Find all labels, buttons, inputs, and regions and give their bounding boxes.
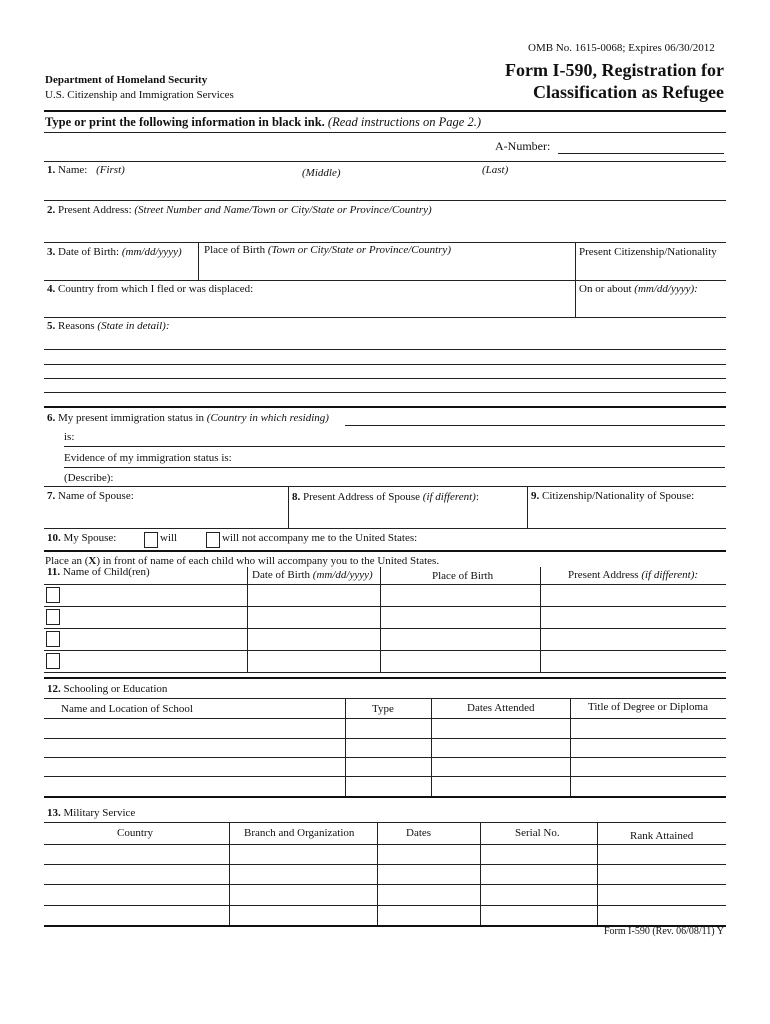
divider [44, 280, 726, 281]
q8-colon: : [475, 491, 479, 503]
q5-hint: (State in detail): [97, 320, 170, 332]
instructions-main: Type or print the following information in black ink. [45, 115, 325, 129]
agency-name: Department of Homeland Security [45, 74, 208, 86]
place-of-birth-text: Place of Birth [204, 244, 266, 256]
divider [44, 242, 726, 243]
child-accompany-checkbox[interactable] [46, 609, 60, 625]
q11-number: 11. [47, 566, 61, 578]
divider [480, 822, 481, 926]
spouse-will-checkbox[interactable] [144, 532, 158, 548]
spouse-name-field[interactable] [44, 506, 286, 526]
divider [44, 317, 726, 318]
divider [44, 132, 726, 133]
divider [345, 698, 346, 796]
children-instruction-pre: Place an ( [45, 555, 89, 567]
citizenship-field[interactable] [578, 260, 724, 278]
divider [377, 822, 378, 926]
instructions-note: (Read instructions on Page 2.) [327, 115, 482, 129]
q3-number: 3. [47, 246, 56, 258]
divider [570, 698, 571, 796]
divider [44, 776, 726, 777]
q1-first-hint: (First) [96, 164, 125, 176]
spouse-will-not-label: will not accompany me to the United States: [222, 532, 418, 544]
divider [44, 406, 726, 408]
q3-text: Date of Birth: [58, 246, 120, 258]
q5-number: 5. [47, 320, 56, 332]
divider [44, 677, 726, 679]
q1-number: 1. [47, 164, 56, 176]
q12-col-type: Type [372, 703, 394, 715]
q13-col-branch: Branch and Organization [244, 827, 355, 839]
reasons-line[interactable] [44, 392, 726, 393]
divider [540, 567, 541, 672]
q9-number: 9. [531, 490, 540, 502]
divider [44, 738, 726, 739]
instructions [45, 115, 481, 130]
spouse-will-not-checkbox[interactable] [206, 532, 220, 548]
q7-text: Name of Spouse: [58, 490, 134, 502]
divider [44, 200, 726, 201]
q12-col-title: Title of Degree or Diploma [588, 701, 708, 713]
q2-text: Present Address: [58, 204, 132, 216]
q6-is-label: is: [64, 431, 75, 443]
evidence-field[interactable] [64, 467, 725, 468]
q9-text: Citizenship/Nationality of Spouse: [542, 490, 695, 502]
q4-label [47, 283, 253, 295]
divider [288, 486, 289, 528]
citizenship-label: Present Citizenship/Nationality [579, 246, 717, 258]
divider [229, 822, 230, 926]
divider [44, 606, 726, 607]
divider [44, 550, 726, 552]
q7-label [47, 490, 134, 502]
divider [431, 698, 432, 796]
child-accompany-checkbox[interactable] [46, 587, 60, 603]
date-of-birth-field[interactable] [44, 260, 196, 278]
q13-label [47, 807, 135, 819]
q11-col-pob: Place of Birth [432, 570, 494, 582]
divider [44, 822, 726, 823]
q12-number: 12. [47, 683, 61, 695]
q10-number: 10. [47, 532, 61, 544]
place-of-birth-label [204, 244, 451, 256]
q11-col-dob [252, 569, 373, 581]
q11-col-dob-hint: (mm/dd/yyyy) [312, 569, 373, 581]
place-of-birth-hint: (Town or City/State or Province/Country) [267, 244, 451, 256]
a-number-label: A-Number: [495, 139, 551, 153]
divider [44, 884, 726, 885]
divider [44, 844, 726, 845]
on-or-about-hint: (mm/dd/yyyy): [634, 283, 698, 295]
divider [44, 905, 726, 906]
form-title-line2: Classification as Refugee [533, 82, 724, 102]
divider [527, 486, 528, 528]
q6-text: My present immigration status in [58, 412, 205, 424]
q5-label [47, 320, 170, 332]
present-address-field[interactable] [44, 218, 726, 240]
q10-text: My Spouse: [63, 532, 117, 544]
on-or-about-label [579, 283, 698, 295]
place-of-birth-field[interactable] [200, 260, 572, 278]
reasons-line[interactable] [44, 364, 726, 365]
q2-label [47, 204, 432, 216]
form-footer: Form I-590 (Rev. 06/08/11) Y [604, 926, 724, 937]
spouse-citizenship-field[interactable] [529, 506, 725, 526]
immigration-status-field[interactable] [64, 446, 725, 447]
q6-evidence-label: Evidence of my immigration status is: [64, 452, 232, 464]
q12-col-dates: Dates Attended [467, 702, 535, 714]
q11-col-dob-text: Date of Birth [252, 569, 311, 581]
q8-hint: (if different) [422, 491, 476, 503]
divider [44, 584, 726, 585]
q6-number: 6. [47, 412, 56, 424]
divider [247, 567, 248, 672]
country-fled-field[interactable] [44, 297, 572, 315]
q13-col-dates: Dates [406, 827, 432, 839]
q8-number: 8. [292, 491, 301, 503]
q1-label [47, 164, 125, 176]
country-residing-field[interactable] [345, 425, 725, 426]
omb-number: OMB No. 1615-0068; Expires 06/30/2012 [528, 42, 715, 54]
q13-col-serial: Serial No. [515, 827, 560, 839]
spouse-will-label: will [160, 532, 178, 544]
q1-last-hint: (Last) [482, 164, 509, 176]
q12-col-school: Name and Location of School [61, 703, 193, 715]
q9-label [531, 490, 694, 502]
divider [44, 161, 726, 162]
on-or-about-text: On or about [579, 283, 632, 295]
name-field[interactable] [44, 178, 726, 196]
q4-text: Country from which I fled or was displaced: [58, 283, 254, 295]
divider [44, 486, 726, 487]
q1-text: Name: [58, 164, 88, 176]
q5-text: Reasons [58, 320, 95, 332]
q7-number: 7. [47, 490, 56, 502]
children-instruction-post: ) in front of name of each child who will accompany you to the United States. [96, 555, 440, 567]
subagency-name: U.S. Citizenship and Immigration Services [45, 89, 234, 101]
header-rule [44, 110, 726, 112]
child-accompany-checkbox[interactable] [46, 631, 60, 647]
q13-text: Military Service [63, 807, 136, 819]
divider [44, 698, 726, 699]
on-or-about-field[interactable] [578, 297, 724, 315]
reasons-line[interactable] [44, 378, 726, 379]
divider [44, 628, 726, 629]
reasons-line[interactable] [44, 349, 726, 350]
divider [198, 242, 199, 280]
q1-middle-hint: (Middle) [302, 167, 341, 179]
q8-text: Present Address of Spouse [303, 491, 421, 503]
form-title-line1: Form I-590, Registration for [505, 60, 724, 80]
q4-number: 4. [47, 283, 56, 295]
divider [44, 650, 726, 651]
divider [44, 672, 726, 673]
a-number-field[interactable] [558, 153, 724, 154]
q13-number: 13. [47, 807, 61, 819]
q6-label [47, 412, 329, 424]
q3-label [47, 246, 182, 258]
q11-col-address-text: Present Address [568, 569, 639, 581]
q13-col-country: Country [117, 827, 154, 839]
q12-text: Schooling or Education [63, 683, 168, 695]
divider [44, 864, 726, 865]
divider [380, 567, 381, 672]
divider [44, 796, 726, 798]
q11-label [47, 566, 150, 578]
q8-label [292, 491, 479, 503]
children-instruction-x: X [88, 555, 97, 567]
spouse-address-field[interactable] [290, 506, 525, 526]
q2-number: 2. [47, 204, 56, 216]
divider [44, 757, 726, 758]
q11-col-address-hint: (if different): [641, 569, 699, 581]
q3-hint: (mm/dd/yyyy) [121, 246, 182, 258]
q2-hint: (Street Number and Name/Town or City/State or Province/Country) [134, 204, 432, 216]
q12-label [47, 683, 167, 695]
divider [597, 822, 598, 926]
q6-hint: (Country in which residing) [206, 412, 329, 424]
q11-col-address [568, 569, 698, 581]
q13-col-rank: Rank Attained [630, 830, 694, 842]
divider [44, 528, 726, 529]
q6-describe-label: (Describe): [64, 472, 114, 484]
q10-label [47, 532, 116, 544]
q11-col-name: Name of Child(ren) [62, 566, 150, 578]
divider [44, 718, 726, 719]
child-accompany-checkbox[interactable] [46, 653, 60, 669]
